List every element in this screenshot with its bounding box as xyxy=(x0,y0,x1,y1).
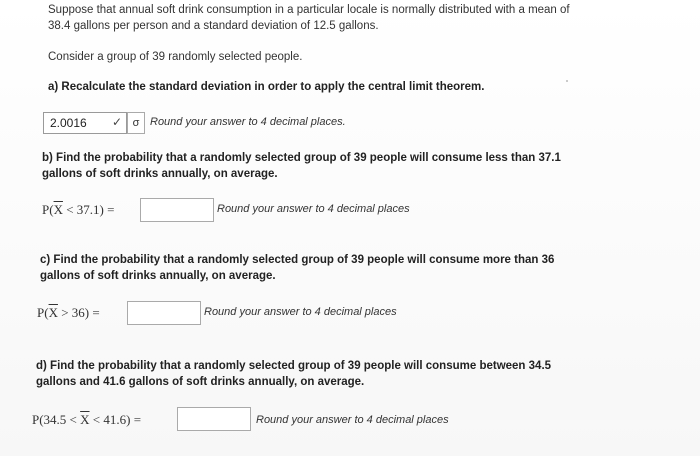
part-d-heading xyxy=(36,358,616,390)
formula-prefix: P( xyxy=(37,305,49,320)
problem-statement-line-2: 38.4 gallons per person and a standard deviation of 12.5 gallons. xyxy=(48,20,379,32)
formula-suffix: < 41.6) = xyxy=(89,412,142,427)
part-b-answer-field[interactable] xyxy=(140,198,214,222)
part-c-heading-line-1: c) Find the probability that a randomly selected group of 39 people will consume more than 36 xyxy=(40,254,555,266)
part-c-hint: Round your answer to 4 decimal places xyxy=(204,306,397,318)
part-a-hint: Round your answer to 4 decimal places. xyxy=(150,116,346,128)
part-d-hint: Round your answer to 4 decimal places xyxy=(256,414,449,426)
part-b-heading-line-1: b) Find the probability that a randomly selected group of 39 people will consume less than 37.1 xyxy=(42,152,561,164)
x-bar-symbol: $\overline{X}$ xyxy=(80,412,90,427)
part-b-heading-line-2: gallons of soft drinks annually, on average. xyxy=(42,168,278,180)
sigma-icon[interactable]: σ xyxy=(127,112,145,134)
group-statement: Consider a group of 39 randomly selected people. xyxy=(48,51,303,63)
problem-statement-line-1: Suppose that annual soft drink consumption in a particular locale is normally distributed with a mean of xyxy=(48,4,570,16)
formula-suffix: > 36) = xyxy=(57,305,100,320)
decorative-dot xyxy=(566,80,568,82)
x-bar-symbol: $\overline{X}$ xyxy=(53,202,63,217)
part-a-answer-field[interactable]: 2.0016 xyxy=(43,112,127,134)
check-icon: ✓ xyxy=(112,115,123,129)
part-d-answer-field[interactable] xyxy=(177,407,251,431)
part-b-heading xyxy=(42,150,602,182)
part-d-heading-line-1: d) Find the probability that a randomly selected group of 39 people will consume between 34.5 xyxy=(36,360,552,372)
formula-prefix: P(34.5 < xyxy=(32,412,81,427)
part-c-heading-line-2: gallons of soft drinks annually, on average. xyxy=(40,270,276,282)
problem-statement xyxy=(48,2,608,34)
part-b-hint: Round your answer to 4 decimal places xyxy=(217,203,410,215)
part-c-formula xyxy=(37,305,100,321)
part-c-answer-field[interactable] xyxy=(127,301,201,325)
formula-prefix: P( xyxy=(42,202,54,217)
part-b-formula xyxy=(42,202,114,218)
x-bar-symbol: $\overline{X}$ xyxy=(48,305,58,320)
formula-suffix: < 37.1) = xyxy=(62,202,115,217)
part-c-heading xyxy=(40,252,600,284)
part-a-heading: a) Recalculate the standard deviation in order to apply the central limit theorem. xyxy=(48,81,485,93)
part-d-formula xyxy=(32,412,141,428)
part-d-heading-line-2: gallons and 41.6 gallons of soft drinks annually, on average. xyxy=(36,376,365,388)
